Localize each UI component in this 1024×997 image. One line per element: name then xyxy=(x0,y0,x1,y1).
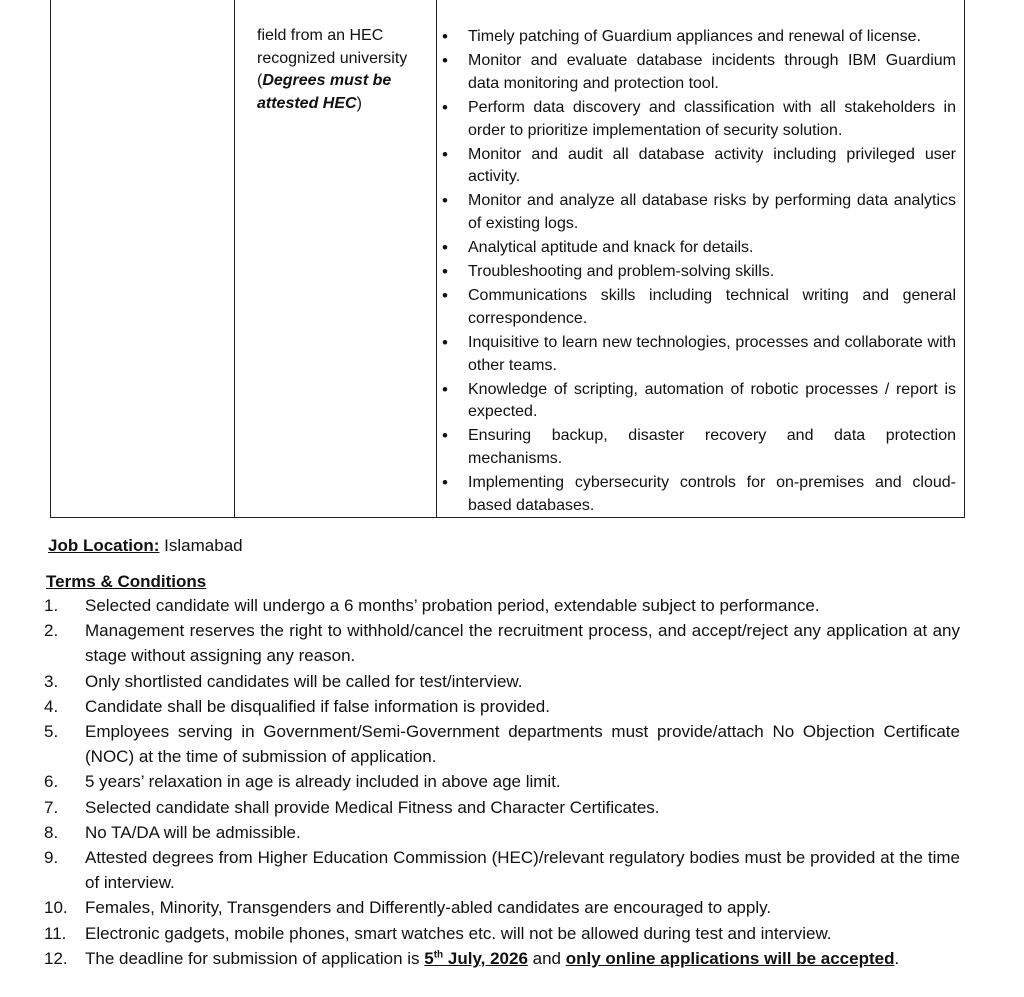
terms-item: 1. Selected candidate will undergo a 6 months’ probation period, extendable subject to performance. xyxy=(44,596,820,615)
job-location-label: Job Location: xyxy=(48,536,160,555)
responsibility-item: • Communications skills including technical writing and general correspondence. xyxy=(442,285,956,331)
terms-item: 4. Candidate shall be disqualified if false information is provided. xyxy=(44,696,550,716)
qualification-line: field from an HEC xyxy=(257,27,384,44)
degree-attestation-note: Degrees must be attested HEC xyxy=(257,72,392,112)
responsibility-item: • Timely patching of Guardium appliances and renewal of license. xyxy=(442,26,956,49)
responsibility-item: • Knowledge of scripting, automation of robotic processes / report is expected. xyxy=(442,379,956,425)
responsibility-item: • Perform data discovery and classification with all stakeholders in order to prioritize implementation of security solution. xyxy=(442,97,956,143)
qualification-note: (Degrees must be attested HEC) xyxy=(257,72,392,112)
terms-item: 9. Attested degrees from Higher Education Commission (HEC)/relevant regulatory bodies must be provided at the time of interview. xyxy=(44,848,960,893)
terms-item: 11. Electronic gadgets, mobile phones, smart watches etc. will not be allowed during test and interview. xyxy=(44,923,832,943)
responsibility-item: • Monitor and evaluate database incidents through IBM Guardium data monitoring and protection tool. xyxy=(442,50,956,96)
qualification-line: recognized university xyxy=(257,49,408,67)
responsibility-item: • Monitor and analyze all database risks by performing data analytics of existing logs. xyxy=(442,190,956,236)
terms-item: 5. Employees serving in Government/Semi-Government departments must provide/attach No Objection Certificate (NOC) at the time of submission of application. xyxy=(44,722,960,767)
responsibilities-list xyxy=(442,26,956,519)
qualification-cell xyxy=(257,25,432,115)
responsibility-item: • Inquisitive to learn new technologies, processes and collaborate with other teams. xyxy=(442,332,956,378)
terms-list xyxy=(44,593,960,971)
job-location-value: Islamabad xyxy=(159,536,243,555)
terms-item: 8. No TA/DA will be admissible. xyxy=(44,822,301,842)
job-location xyxy=(48,535,243,557)
responsibility-item: • Analytical aptitude and knack for details. xyxy=(442,237,956,260)
online-only-note: only online applications will be accepted xyxy=(565,948,895,968)
terms-heading: Terms & Conditions xyxy=(46,572,207,591)
table-column-divider xyxy=(436,0,437,517)
terms-item: 12. The deadline for submission of application is 5th July, 2026 and only online applications will be accepted. xyxy=(44,948,900,968)
responsibility-item: • Troubleshooting and problem-solving skills. xyxy=(442,261,956,284)
terms-item: 10. Females, Minority, Transgenders and Differently-abled candidates are encouraged to apply. xyxy=(44,898,772,918)
terms-item: 6. 5 years’ relaxation in age is already included in above age limit. xyxy=(44,772,561,792)
responsibility-item: • Ensuring backup, disaster recovery and data protection mechanisms. xyxy=(442,425,956,471)
terms-item: 2. Management reserves the right to withhold/cancel the recruitment process, and accept/reject any application at any stage without assigning any reason. xyxy=(44,621,960,666)
responsibility-item: • Monitor and audit all database activity including privileged user activity. xyxy=(442,144,956,190)
terms-item: 3. Only shortlisted candidates will be called for test/interview. xyxy=(44,671,523,691)
terms-item: 7. Selected candidate shall provide Medical Fitness and Character Certificates. xyxy=(44,797,660,817)
responsibility-item: • Implementing cybersecurity controls for on-premises and cloud-based databases. xyxy=(442,472,956,518)
deadline-date: 5th July, 2026 xyxy=(424,948,528,968)
table-column-divider xyxy=(234,0,235,517)
